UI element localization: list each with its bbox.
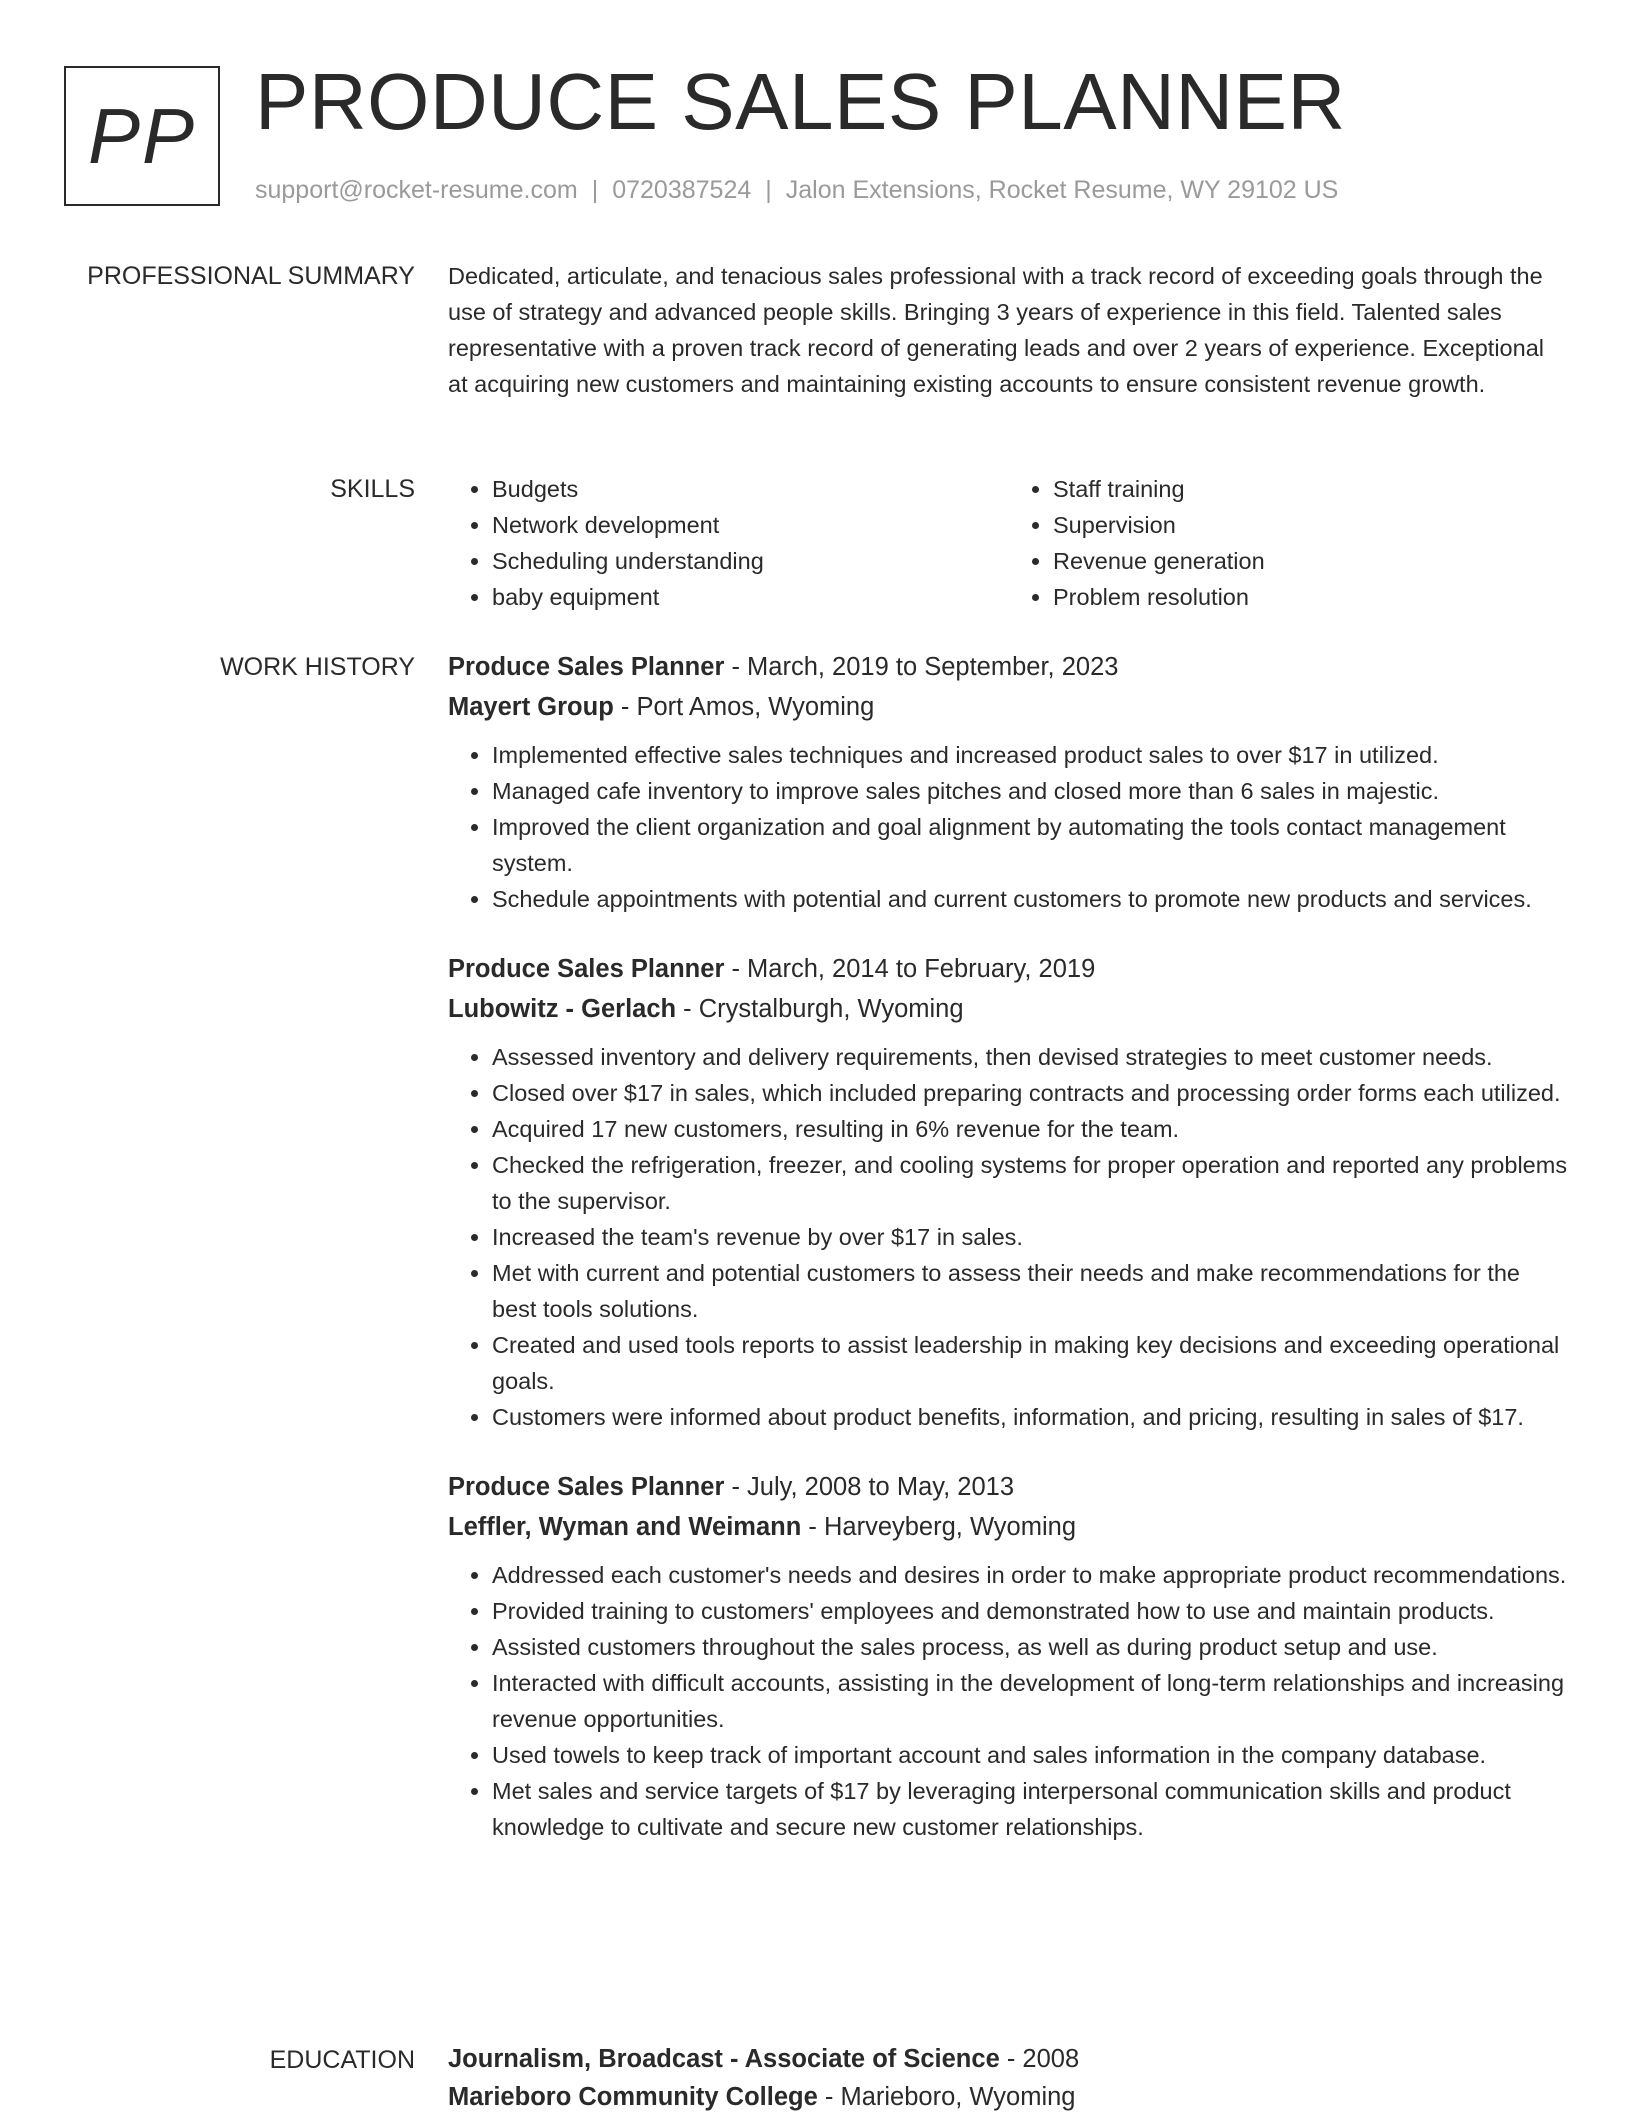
education-school: Marieboro Community College — [448, 2083, 818, 2111]
job-bullet: • Closed over $17 in sales, which included preparing contracts and processing order forms each utilized. — [492, 1075, 1570, 1111]
education-school-line — [448, 2078, 1570, 2116]
job-bullet: • Increased the team's revenue by over $17 in sales. — [492, 1219, 1570, 1255]
job-entry — [448, 949, 1570, 1435]
education-label: EDUCATION — [269, 2046, 415, 2074]
contact-phone[interactable]: 0720387524 — [612, 176, 752, 204]
job-bullet: • Interacted with difficult accounts, assisting in the development of long-term relationships and increasing revenue opportunities. — [492, 1665, 1570, 1737]
education-content — [448, 2040, 1570, 2116]
job-location: - Port Amos, Wyoming — [613, 693, 875, 721]
skill-item: • Budgets — [492, 471, 1009, 507]
job-location: - Crystalburgh, Wyoming — [676, 995, 964, 1023]
job-title: Produce Sales Planner — [448, 653, 725, 681]
job-bullet: • Used towels to keep track of important account and sales information in the company database. — [492, 1737, 1570, 1773]
job-company-line — [448, 989, 1570, 1029]
job-entry — [448, 1467, 1570, 1845]
skills-list-left — [448, 471, 1009, 615]
job-bullets — [448, 1039, 1570, 1435]
job-bullet: • Acquired 17 new customers, resulting in 6% revenue for the team. — [492, 1111, 1570, 1147]
job-location: - Harveyberg, Wyoming — [801, 1513, 1076, 1541]
job-bullet: • Assisted customers throughout the sales process, as well as during product setup and use. — [492, 1629, 1570, 1665]
work-history-label: WORK HISTORY — [220, 653, 415, 681]
job-dates: - March, 2014 to February, 2019 — [724, 955, 1096, 983]
job-bullet: • Improved the client organization and goal alignment by automating the tools contact management system. — [492, 809, 1570, 881]
job-bullet: • Schedule appointments with potential and current customers to promote new products and services. — [492, 881, 1570, 917]
skill-item: • Revenue generation — [1053, 543, 1570, 579]
skill-item: • Scheduling understanding — [492, 543, 1009, 579]
skills-list-right — [1009, 471, 1570, 615]
summary-text: Dedicated, articulate, and tenacious sales professional with a track record of exceeding goals through the use of strategy and advanced people skills. Bringing 3 years of experience in this field. Talented sales representative with a proven track record of generating leads and over 2 years of experience. Exceptional at acquiring new customers and maintaining existing accounts to ensure consistent revenue growth. — [448, 263, 1544, 397]
skill-item: • Supervision — [1053, 507, 1570, 543]
job-company-line — [448, 1507, 1570, 1547]
job-title: Produce Sales Planner — [448, 1473, 725, 1501]
job-company-line — [448, 687, 1570, 727]
education-year: - 2008 — [999, 2045, 1080, 2073]
job-bullets — [448, 737, 1570, 917]
job-company: Leffler, Wyman and Weimann — [448, 1513, 802, 1541]
job-title-line — [448, 949, 1570, 989]
contact-separator: | — [765, 176, 772, 204]
skills-content — [448, 471, 1570, 615]
job-bullet: • Checked the refrigeration, freezer, and cooling systems for proper operation and reported any problems to the supervisor. — [492, 1147, 1570, 1219]
job-bullet: • Met with current and potential customers to assess their needs and make recommendations for the best tools solutions. — [492, 1255, 1570, 1327]
monogram-initials: PP — [87, 91, 197, 180]
skill-item: • Network development — [492, 507, 1009, 543]
resume-name: PRODUCE SALES PLANNER — [255, 57, 1346, 146]
education-location: - Marieboro, Wyoming — [817, 2083, 1076, 2111]
summary-content — [448, 258, 1570, 402]
job-bullet: • Met sales and service targets of $17 by leveraging interpersonal communication skills and product knowledge to cultivate and secure new customer relationships. — [492, 1773, 1570, 1845]
job-company: Lubowitz - Gerlach — [448, 995, 677, 1023]
summary-label: PROFESSIONAL SUMMARY — [87, 262, 415, 290]
job-bullet: • Managed cafe inventory to improve sales pitches and closed more than 6 sales in majestic. — [492, 773, 1570, 809]
job-entry — [448, 647, 1570, 917]
skill-item: • baby equipment — [492, 579, 1009, 615]
job-bullet: • Customers were informed about product benefits, information, and pricing, resulting in sales of $17. — [492, 1399, 1570, 1435]
job-title: Produce Sales Planner — [448, 955, 725, 983]
skills-label: SKILLS — [330, 475, 415, 503]
contact-line — [255, 172, 1338, 208]
job-title-line — [448, 1467, 1570, 1507]
education-degree-line — [448, 2040, 1570, 2078]
job-company: Mayert Group — [448, 693, 614, 721]
job-dates: - March, 2019 to September, 2023 — [724, 653, 1119, 681]
skill-item: • Staff training — [1053, 471, 1570, 507]
job-dates: - July, 2008 to May, 2013 — [724, 1473, 1015, 1501]
job-bullets — [448, 1557, 1570, 1845]
work-history-content — [448, 647, 1570, 1877]
contact-email[interactable]: support@rocket-resume.com — [255, 176, 578, 204]
job-bullet: • Assessed inventory and delivery requirements, then devised strategies to meet customer needs. — [492, 1039, 1570, 1075]
contact-address: Jalon Extensions, Rocket Resume, WY 29102 US — [785, 176, 1339, 204]
job-bullet: • Provided training to customers' employees and demonstrated how to use and maintain products. — [492, 1593, 1570, 1629]
education-degree: Journalism, Broadcast - Associate of Science — [448, 2045, 1000, 2073]
contact-separator: | — [591, 176, 599, 204]
job-bullet: • Created and used tools reports to assist leadership in making key decisions and exceeding operational goals. — [492, 1327, 1570, 1399]
skill-item: • Problem resolution — [1053, 579, 1570, 615]
job-title-line — [448, 647, 1570, 687]
monogram-box — [64, 66, 220, 206]
job-bullet: • Implemented effective sales techniques and increased product sales to over $17 in utilized. — [492, 737, 1570, 773]
job-bullet: • Addressed each customer's needs and desires in order to make appropriate product recommendations. — [492, 1557, 1570, 1593]
